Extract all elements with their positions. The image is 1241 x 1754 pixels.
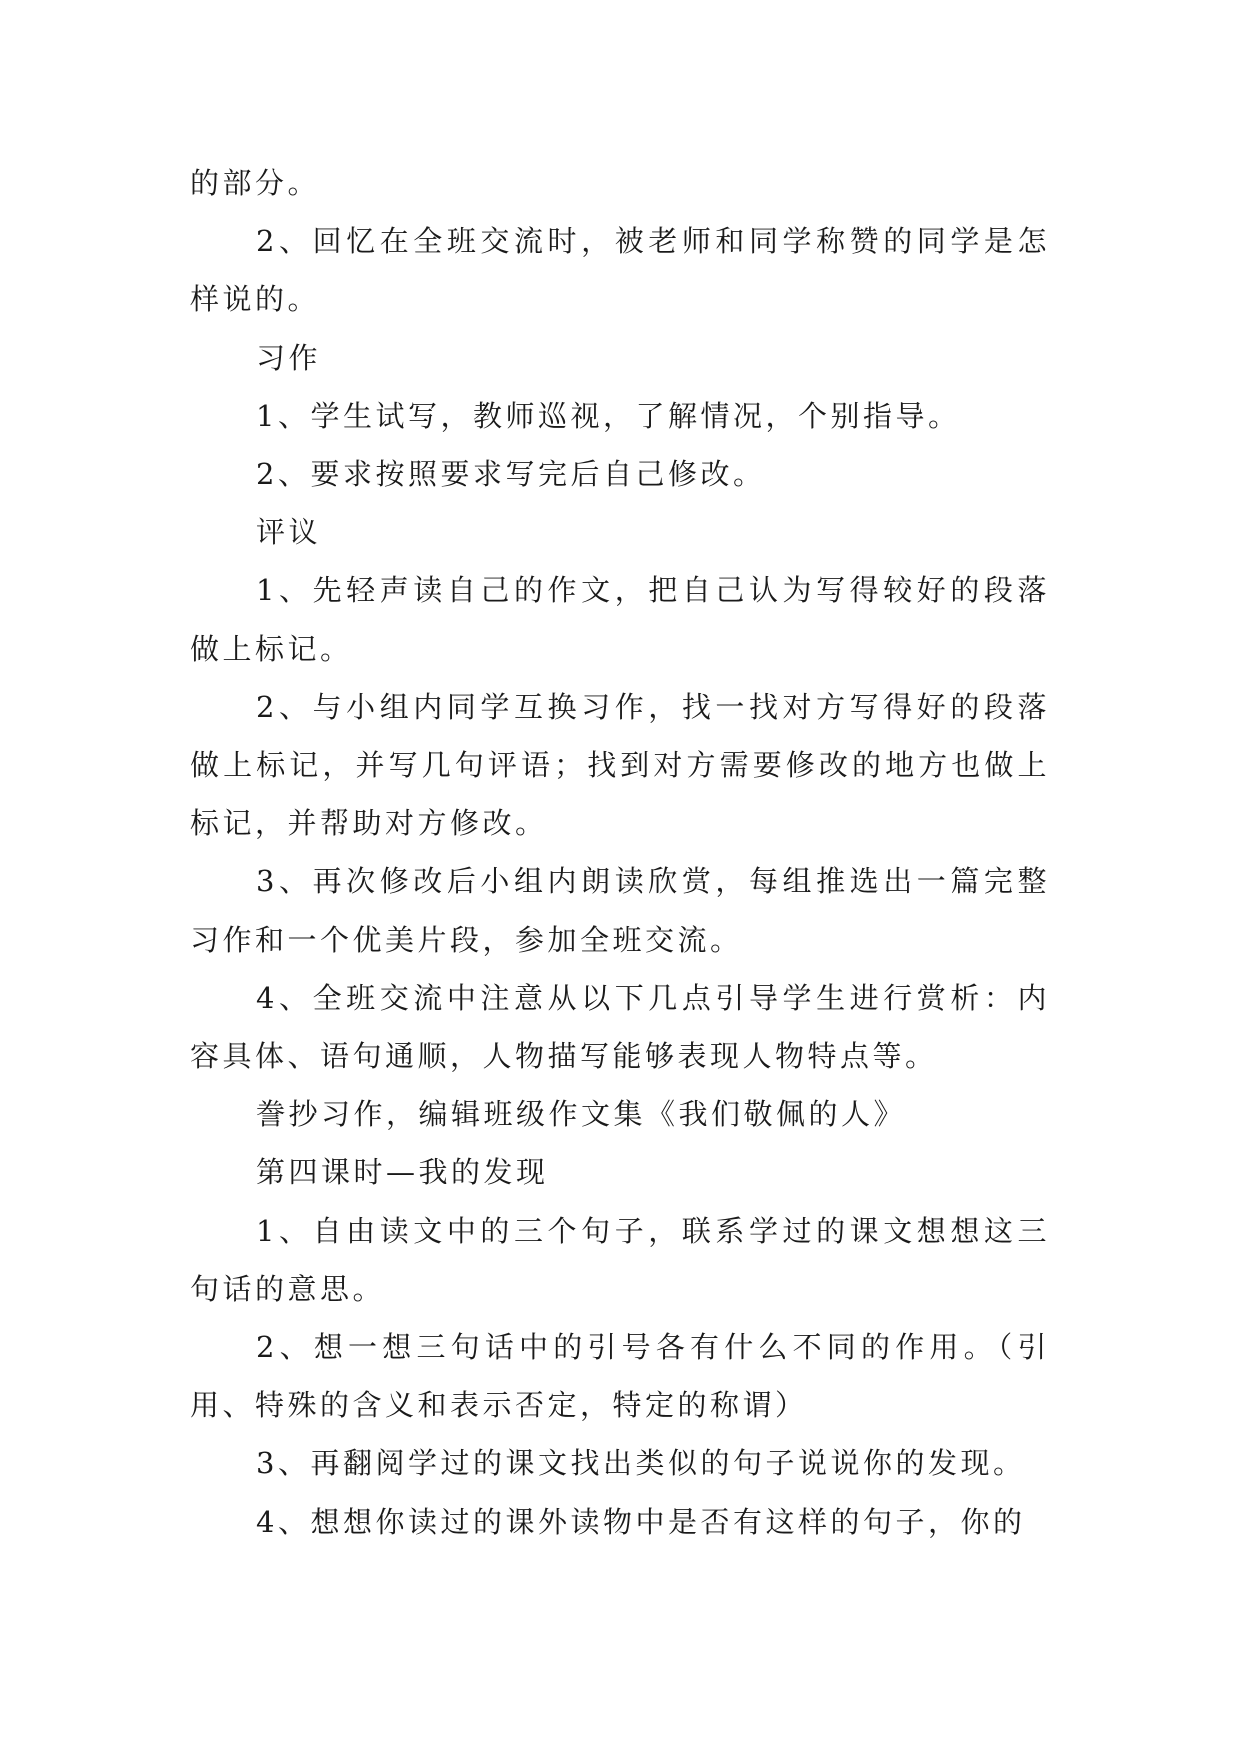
paragraph-self-revise: 2、要求按照要求写完后自己修改。 — [256, 457, 766, 492]
paragraph-trial-writing: 1、学生试写，教师巡视，了解情况，个别指导。 — [256, 398, 961, 433]
paragraph-quotation-marks: 2、想一想三句话中的引号各有什么不同的作用。（引用、特殊的含义和表示否定，特定的称谓） — [190, 1330, 1050, 1423]
section-heading-review: 评议 — [256, 515, 322, 550]
paragraph-read-own-essay: 1、先轻声读自己的作文，把自己认为写得较好的段落做上标记。 — [190, 573, 1050, 666]
paragraph-find-similar: 3、再翻阅学过的课文找出类似的句子说说你的发现。 — [256, 1446, 1026, 1481]
paragraph-copy-essay: 誊抄习作，编辑班级作文集《我们敬佩的人》 — [256, 1097, 907, 1132]
section-heading-writing: 习作 — [256, 340, 322, 375]
paragraph-recall-praise: 2、回忆在全班交流时，被老师和同学称赞的同学是怎样说的。 — [190, 224, 1050, 317]
paragraph-continuation: 的部分。 — [190, 166, 321, 200]
paragraph-peer-exchange: 2、与小组内同学互换习作，找一找对方写得好的段落做上标记，并写几句评语；找到对方需要修改的地方也做上标记，并帮助对方修改。 — [190, 689, 1050, 841]
paragraph-class-appreciation: 4、全班交流中注意从以下几点引导学生进行赏析：内容具体、语句通顺，人物描写能够表现人物特点等。 — [190, 980, 1050, 1074]
paragraph-extracurricular: 4、想想你读过的课外读物中是否有这样的句子，你的 — [256, 1504, 1026, 1539]
paragraph-free-reading: 1、自由读文中的三个句子，联系学过的课文想想这三句话的意思。 — [190, 1213, 1050, 1306]
section-heading-lesson-four: 第四课时—我的发现 — [256, 1155, 549, 1190]
document-body — [190, 154, 1050, 1551]
paragraph-group-reading: 3、再次修改后小组内朗读欣赏，每组推选出一篇完整习作和一个优美片段，参加全班交流。 — [190, 864, 1050, 957]
